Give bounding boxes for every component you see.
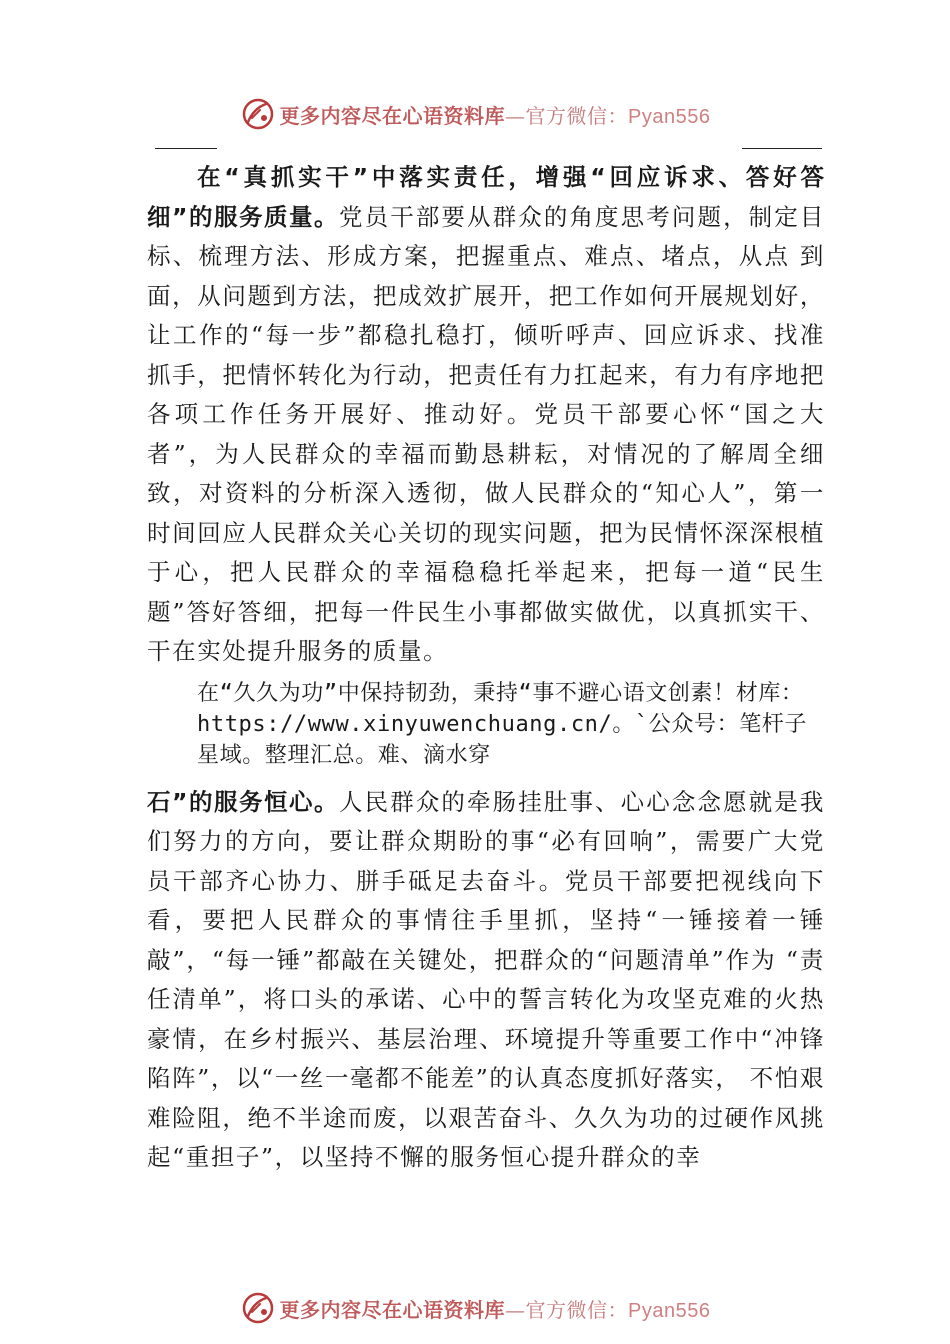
header-wechat-label: 官方微信： — [525, 103, 629, 128]
header-rule-left — [155, 148, 217, 149]
header-rule-right — [742, 148, 822, 149]
paragraph-1 — [147, 158, 825, 672]
paragraph-2-text: 人民群众的牵肠挂肚事、心心念念愿就是我们努力的方向，要让群众期盼的事“必有回响”，需要广大党员干部齐心协力、胼手砥足去奋斗。党员干部要把视线向下看，要把人民群众的事情往手里抓，坚持“一锤接着一锤敲”，“每一锤”都敲在关键处，把群众的“问题清单”作为 “责任清单”，将口头的承诺、心中的誓言转化为攻坚克难的火热豪情，在乡村振兴、基层治理、环境提升等重要工作中“冲锋陷阵”，以“一丝一毫都不能差”的认真态度抓好落实， 不怕艰难险阻，绝不半途而废，以艰苦奋斗、久久为功的过硬作风挑起“重担子”，以坚持不懈的服务恒心提升群众的幸 — [147, 787, 825, 1171]
header-separator: — — [505, 103, 526, 128]
footer-separator: — — [505, 1297, 526, 1322]
paragraph-2 — [147, 783, 825, 1178]
footer-brand: 更多内容尽在心语资料库 — [279, 1297, 506, 1322]
paragraph-1-text: 党员干部要从群众的角度思考问题，制定目标、梳理方法、形成方案，把握重点、难点、堵点，从点 到面，从问题到方法，把成效扩展开，把工作如何开展规划好，让工作的“每一步”都稳扎稳打，倾听呼声、回应诉求、找准抓手，把情怀转化为行动，把责任有力扛起来，有力有序地把各项工作任务开展好、推动好。党员干部要心怀“国之大者”，为人民群众的幸福而勤恳耕耘，对情况的了解周全细致，对资料的分析深入透彻，做人民群众的“知心人”，第一时间回应人民群众关心关切的现实问题，把为民情怀深深根植于心，把人民群众的幸福稳稳托举起来，把每一道“民生题”答好答细，把每一件民生小事都做实做优，以真抓实干、干在实处提升服务的质量。 — [147, 202, 825, 665]
header-wechat-id: Pyan556 — [628, 105, 711, 128]
header-banner-text — [280, 100, 711, 129]
paragraph-1-heading: 在“真抓实干”中落实责任，增强“回应诉求、答好答细”的服务质量。 — [147, 163, 825, 231]
paragraph-2-heading: 石”的服务恒心。 — [147, 787, 339, 816]
footer-banner-text — [280, 1294, 711, 1323]
brand-logo-icon — [240, 1290, 276, 1326]
header-brand: 更多内容尽在心语资料库 — [279, 103, 506, 128]
header-banner — [0, 94, 950, 134]
footer-wechat-id: Pyan556 — [628, 1299, 711, 1322]
inserted-note: 在“久久为功”中保持韧劲，秉持“事不避心语文创素！材库：https://www.xinyuwenchuang.cn/。`公众号：笔杆子星域。整理汇总。难、滴水穿 — [197, 680, 807, 768]
footer-wechat-label: 官方微信： — [525, 1297, 629, 1322]
document-body — [147, 158, 825, 1178]
footer-banner — [0, 1288, 950, 1328]
brand-logo-icon — [240, 96, 276, 132]
